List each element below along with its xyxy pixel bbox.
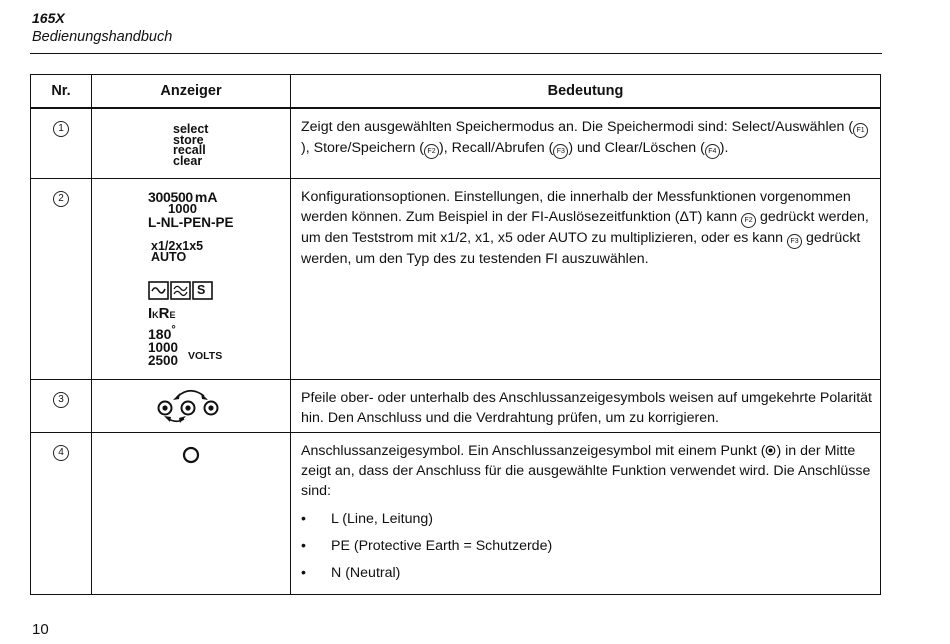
f3-key-icon: F3 [553, 144, 568, 159]
desc-text: Zeigt den ausgewählten Speichermodus an. Die Speichermodi sind: Select/Auswählen ( [301, 119, 854, 135]
current-unit: mA [194, 188, 218, 205]
angle-value: 180 [148, 325, 172, 342]
desc-text: gedrückt werden, um den Typ des zu testenden FI auszuwählen. [301, 229, 861, 267]
f4-key-icon: F4 [705, 144, 720, 159]
manual-model: 165X [32, 10, 65, 26]
table-row [31, 432, 881, 594]
desc-text: Konfigurationsoptionen. Einstellungen, die innerhalb der Messfunktionen vorgenommen werden können. Zum Beispiel in der FI-Auslösezeitfunktion (ΔT) kann [301, 188, 851, 225]
multiplier-values: x1/2x1x5 [151, 238, 204, 253]
header-rule [30, 53, 882, 54]
row-number-cell [31, 379, 92, 432]
row-number-cell [31, 108, 92, 178]
mode-store: store [173, 132, 204, 147]
table-row [31, 379, 881, 432]
row-number-cell [31, 432, 92, 594]
rcd-selective-s: S [197, 282, 206, 297]
indicator-table [30, 74, 881, 595]
desc-text: gedrückt werden, um den Teststrom mit x1/2, x1, x5 oder AUTO zu multiplizieren, oder es kann [301, 208, 869, 246]
terminal-indicator-icon [181, 445, 201, 465]
desc-text: Pfeile ober- oder unterhalb des Anschlussanzeigesymbols weisen auf umgekehrte Polarität hin. Den Anschluss und die Verdrahtung prüfen, um zu korrigieren. [301, 389, 872, 426]
manual-subtitle: Bedienungshandbuch [32, 29, 173, 45]
col-header-indicator: Anzeiger [92, 75, 291, 109]
auto-label: AUTO [151, 249, 187, 264]
volts-2500: 2500 [148, 352, 179, 368]
f2-key-icon: F2 [424, 144, 439, 159]
table-row [31, 108, 881, 178]
page-number: 10 [32, 621, 49, 638]
current-values: 300500 [148, 188, 193, 205]
current-1000: 1000 [168, 200, 197, 216]
mode-recall: recall [173, 143, 206, 157]
col-header-meaning: Bedeutung [291, 75, 881, 109]
row-number: 2 [53, 191, 69, 207]
re-main: R [158, 304, 170, 322]
ik-sub: K [152, 309, 159, 320]
row-number: 1 [53, 121, 69, 137]
indicator-cell [92, 379, 291, 432]
table-header-row [31, 75, 881, 109]
degree-sign: ° [171, 323, 176, 336]
desc-text: ). [719, 140, 729, 156]
meaning-cell [291, 108, 881, 178]
list-item: • PE (Protective Earth = Schutzerde) [301, 536, 872, 556]
meaning-cell [291, 432, 881, 594]
volts-line [148, 349, 288, 369]
desc-text: ), Recall/Abrufen ( [439, 140, 554, 156]
table-row [31, 178, 881, 379]
f1-key-icon: F1 [853, 123, 868, 138]
desc-text: Anschlussanzeigesymbol. Ein Anschlussanzeigesymbol mit einem Punkt ( [301, 442, 766, 459]
system-types: L-NL-PEN-PE [148, 214, 234, 230]
desc-text: ) in der Mitte zeigt an, dass der Anschluss für die ausgewählte Funktion verwendet wird. Die Anschlüsse sind: [301, 442, 871, 499]
memory-mode-symbols [173, 124, 208, 166]
desc-text: ) und Clear/Löschen ( [568, 140, 705, 156]
config-option-symbols [148, 189, 288, 369]
ik-re-symbols [148, 305, 288, 325]
list-item: • N (Neutral) [301, 563, 872, 583]
indicator-cell [92, 432, 291, 594]
volts-unit: VOLTS [188, 349, 223, 362]
rcd-type-symbols [148, 281, 288, 301]
f3-key-icon: F3 [787, 234, 802, 249]
indicator-cell [92, 108, 291, 178]
row-number: 3 [53, 392, 69, 408]
terminal-dot-icon [765, 445, 776, 456]
indicator-cell [92, 178, 291, 379]
row-number-cell [31, 178, 92, 379]
re-sub: E [169, 309, 176, 320]
f2-key-icon: F2 [741, 213, 756, 228]
list-item: • L (Line, Leitung) [301, 509, 872, 529]
connection-list [301, 509, 872, 583]
mode-clear: clear [173, 153, 203, 168]
volts-1000: 1000 [148, 339, 179, 355]
ik-main: I [148, 304, 153, 322]
desc-text: ), Store/Speichern ( [301, 140, 425, 156]
col-header-nr: Nr. [31, 75, 92, 109]
reverse-polarity-icon [155, 386, 229, 426]
row-number: 4 [53, 445, 69, 461]
meaning-cell [291, 178, 881, 379]
mode-select: select [173, 122, 209, 136]
meaning-cell [291, 379, 881, 432]
